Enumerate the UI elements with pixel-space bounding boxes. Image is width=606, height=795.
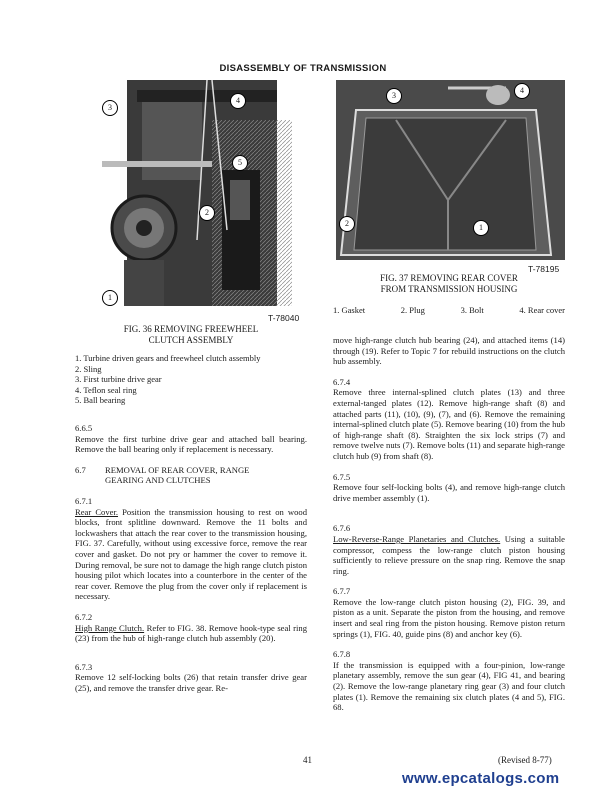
legend-item: 4. Rear cover: [519, 305, 565, 315]
callout-4: 4: [514, 83, 530, 99]
legend-item: 1. Turbine driven gears and freewheel clutch assembly: [75, 353, 261, 363]
figure-36-photo: [102, 80, 307, 306]
section-number: 6.7.6: [333, 523, 351, 534]
figure-37-caption: [333, 273, 565, 295]
callout-4: 4: [230, 93, 246, 109]
paragraph: [75, 507, 307, 602]
figure-37-tnumber: T-78195: [528, 264, 560, 274]
callout-5: 5: [232, 155, 248, 171]
paragraph: Remove four self-locking bolts (4), and remove high-range clutch drive member assembly (1).: [333, 482, 565, 503]
paragraph-text: Refer to FIG. 38. Remove hook-type seal ring (23) from the hub of high-range clutch hub assembly (20).: [75, 622, 307, 644]
figure-37-legend: [333, 305, 565, 315]
section-number: 6.7.8: [333, 649, 351, 660]
figure-37-caption-line1: FIG. 37 REMOVING REAR COVER: [380, 273, 518, 283]
callout-1: 1: [473, 220, 489, 236]
section-number: 6.7.1: [75, 495, 93, 506]
section-title-line1: REMOVAL OF REAR COVER, RANGE: [105, 464, 250, 475]
figure-36-legend: [75, 353, 307, 406]
paragraph: [75, 623, 307, 644]
paragraph: [333, 534, 565, 576]
paragraph-text: Using a suitable compressor, compess the low-range clutch piston housing sufficiently to relieve pressure on the snap ring. Remove the snap ring.: [333, 533, 565, 576]
section-heading: [75, 465, 307, 486]
figure-36-caption-line1: FIG. 36 REMOVING FREEWHEEL: [123, 324, 259, 334]
section-title: [105, 465, 249, 486]
paragraph: move high-range clutch hub bearing (24), and attached items (14) through (19). Refer to Topic 7 for rebuild instructions on the clutch hub assembly.: [333, 335, 565, 367]
lead-in: High Range Clutch.: [75, 622, 145, 633]
legend-item: 5. Ball bearing: [75, 395, 126, 405]
callout-3: 3: [102, 100, 118, 116]
right-column: [333, 335, 565, 713]
figure-36-caption-line2: CLUTCH ASSEMBLY: [148, 335, 234, 345]
figure-36-tnumber: T-78040: [268, 313, 300, 323]
callout-3: 3: [386, 88, 402, 104]
paragraph-text: Position the transmission housing to rest on wood blocks, front splitline downward. Remove the 11 bolts and lockwashers that attach the rear cover to the transmission housing, FIG. 37. Carefully, without using excessive force, remove the rear cover and gasket. Do not pry or hammer the cover to remove it. During removal, be sure not to damage the high range clutch piston housing pilot which locates into a counterbore in the center of the rear cover. Remove the plug from the cover only if replacement is necessary.: [75, 506, 307, 602]
watermark-url[interactable]: www.epcatalogs.com: [402, 770, 560, 787]
paragraph: Remove the low-range clutch piston housing (2), FIG. 39, and piston as a unit. Separate the piston from the housing, and remove insert and seal ring from the piston housing. Remove piston return springs (1), FIG. 40, guide pins (8) and anchor key (6).: [333, 596, 565, 639]
section-number: 6.7.2: [75, 611, 93, 622]
legend-item: 3. First turbine drive gear: [75, 374, 162, 384]
figure-37-photo: [336, 80, 565, 260]
paragraph: Remove three internal-splined clutch plates (13) and three external-tanged plates (12). Remove high-range shaft (8) and attached parts (11), (10), (9), (7), and (6). Remove the remaining internal-splined clutch plate (5). Remove bearing (10) from the hub of high-range shaft (8). Straighten the six lock strips (7) and remove twelve nuts (7). Remove bolts (11) and separate high-range clutch hub (9) from shaft (8).: [333, 387, 565, 461]
section-number: 6.7.3: [75, 661, 93, 672]
section-number: 6.7: [75, 464, 86, 475]
paragraph: If the transmission is equipped with a four-pinion, low-range planetary assembly, remove the sun gear (4), FIG 41, and bearing (2). Remove the low-range planetary ring gear (3) and four clutch plates (1). Remove the remaining six clutch plates (4 and 5), FIG. 68.: [333, 659, 565, 713]
lead-in: Low-Reverse-Range Planetaries and Clutches.: [333, 533, 501, 544]
callout-2: 2: [339, 216, 355, 232]
figure-37-caption-line2: FROM TRANSMISSION HOUSING: [380, 284, 518, 294]
revision-note: (Revised 8-77): [498, 755, 552, 765]
legend-item: 4. Teflon seal ring: [75, 384, 137, 395]
section-number: 6.7.7: [333, 586, 351, 597]
left-column: [75, 423, 307, 693]
lead-in: Rear Cover.: [75, 506, 119, 517]
legend-item: 2. Sling: [75, 363, 102, 374]
paragraph: Remove 12 self-locking bolts (26) that retain transfer drive gear (25), and remove the transfer drive gear. Re-: [75, 672, 307, 693]
section-title-line2: GEARING AND CLUTCHES: [105, 475, 211, 486]
page-number: 41: [303, 755, 312, 765]
legend-item: 1. Gasket: [333, 305, 366, 315]
legend-item: 3. Bolt: [460, 305, 484, 315]
section-number: 6.7.4: [333, 376, 351, 387]
legend-item: 2. Plug: [400, 305, 425, 315]
section-number: 6.6.5: [75, 423, 93, 433]
figure-36-caption: [75, 324, 307, 346]
callout-1: 1: [102, 290, 118, 306]
section-number: 6.7.5: [333, 471, 351, 482]
paragraph: Remove the first turbine drive gear and attached ball bearing. Remove the ball bearing only if replacement is necessary.: [75, 433, 307, 455]
callout-2: 2: [199, 205, 215, 221]
page-header: DISASSEMBLY OF TRANSMISSION: [219, 63, 387, 74]
